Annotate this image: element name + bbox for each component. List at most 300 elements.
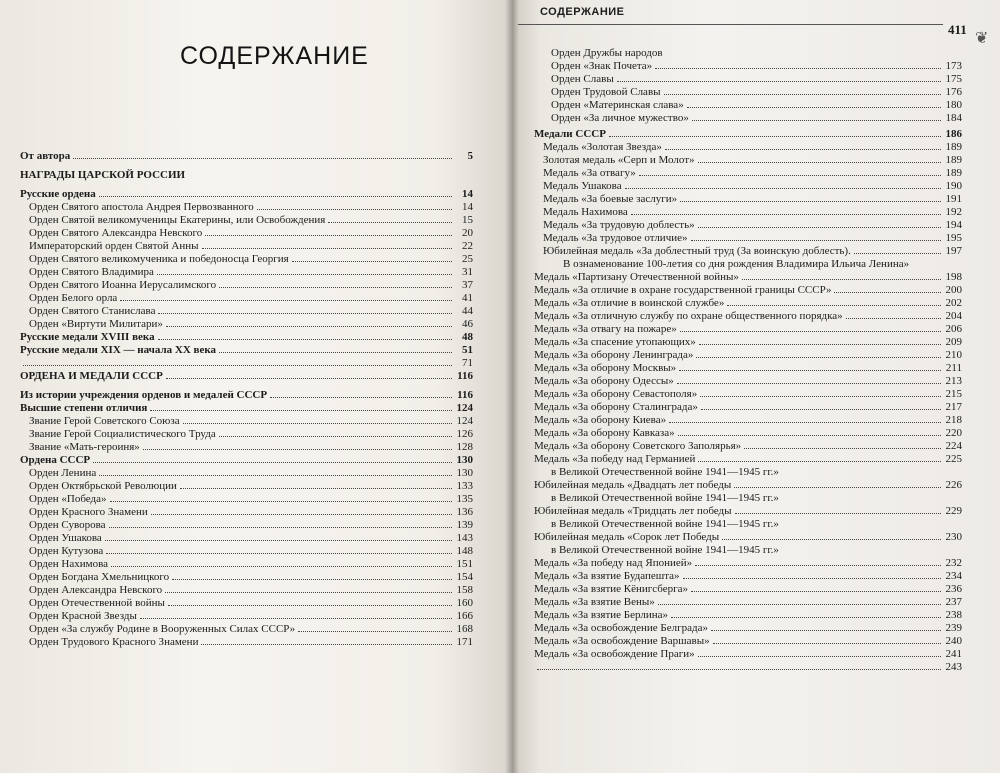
toc-entry [534,622,962,635]
dot-leader [834,292,941,293]
toc-entry [20,169,473,182]
toc-entry [20,402,473,415]
toc-entry-title: Орден Трудового Красного Знамени [29,636,199,648]
toc-page-number: 232 [945,557,962,569]
toc-entry [534,440,962,453]
toc-page-number: 171 [456,636,473,648]
toc-entry-title: Медаль «За оборону Советского Заполярья» [534,440,742,452]
toc-entry [20,571,473,584]
toc-page-number: 194 [945,219,962,231]
dot-leader [172,579,452,580]
dot-leader [669,422,941,423]
toc-entry-title: Медаль «За освобождение Белграда» [534,622,708,634]
dot-leader [292,261,452,262]
dot-leader [180,488,452,489]
dot-leader [73,158,452,159]
dot-leader [617,81,941,82]
toc-entry [20,214,473,227]
toc-entry [534,323,962,336]
toc-entry [20,610,473,623]
toc-entry [20,279,473,292]
toc-entry [534,557,962,570]
toc-entry-title: Орден Дружбы народов [551,47,663,59]
toc-page-number: 14 [462,188,473,200]
toc-page-number: 143 [456,532,473,544]
toc-page-number: 218 [945,414,962,426]
toc-entry-title: Орден Нахимова [29,558,109,570]
dot-leader [202,248,452,249]
toc-entry-title: В ознаменование 100-летия со дня рождения Владимира Ильича Ленина» [563,258,910,270]
toc-page-number: 136 [456,506,473,518]
toc-entry-title: Звание Герой Советского Союза [29,415,180,427]
toc-page-number: 173 [945,60,962,72]
toc-page-number: 31 [462,266,473,278]
toc-page-number: 25 [462,253,473,265]
toc-page-number: 234 [945,570,962,582]
toc-entry [534,99,962,112]
toc-entry-title: Медаль «За отличную службу по охране общественного порядка» [534,310,843,322]
toc-list-right [534,47,962,674]
toc-page-number: 133 [456,480,473,492]
toc-page-number: 15 [462,214,473,226]
dot-leader [700,396,941,397]
toc-page-number: 241 [945,648,962,660]
dot-leader [691,591,941,592]
header-rule [518,24,943,25]
toc-entry-title: Медаль «За трудовое отличие» [543,232,688,244]
toc-page-number: 44 [462,305,473,317]
toc-entry-title: Юбилейная медаль «Двадцать лет победы [534,479,732,491]
toc-page-number: 230 [945,531,962,543]
toc-page-number: 151 [456,558,473,570]
dot-leader [99,196,452,197]
toc-entry-title: Русские медали XVIII века [20,331,155,343]
toc-entry-title: Медаль «За оборону Одессы» [534,375,674,387]
toc-entry [20,454,473,467]
toc-entry [20,636,473,649]
toc-entry-title: Орден Кутузова [29,545,104,557]
dot-leader [298,631,452,632]
toc-entry [534,609,962,622]
dot-leader [151,514,452,515]
toc-entry-title: Медаль «За отвагу» [543,167,636,179]
toc-page-number: 184 [945,112,962,124]
toc-entry [20,201,473,214]
toc-list-left [20,150,473,649]
toc-page-number: 130 [456,467,473,479]
toc-entry-title: Медаль «За отличие в воинской службе» [534,297,725,309]
toc-entry-title: Орден «Победа» [29,493,107,505]
toc-entry [20,253,473,266]
toc-entry-title: Медаль «За оборону Севастополя» [534,388,698,400]
dot-leader [677,383,941,384]
dot-leader [680,331,941,332]
toc-page-number: 14 [462,201,473,213]
toc-page-number: 209 [945,336,962,348]
toc-entry-title: Медаль «Партизану Отечественной войны» [534,271,739,283]
toc-entry-title: Орден Суворова [29,519,106,531]
dot-leader [150,410,452,411]
dot-leader [854,253,941,254]
toc-entry [20,305,473,318]
toc-entry-title: Из истории учреждения орденов и медалей СССР [20,389,268,401]
book-gutter [505,0,519,773]
toc-entry [20,506,473,519]
toc-page-number: 41 [462,292,473,304]
toc-page-number: 154 [456,571,473,583]
toc-entry [20,292,473,305]
dot-leader [625,188,941,189]
toc-entry [534,661,962,674]
dot-leader [157,274,452,275]
dot-leader [678,435,941,436]
toc-entry [534,154,962,167]
toc-entry [20,441,473,454]
toc-page-number: 215 [945,388,962,400]
toc-entry-title: От автора [20,150,71,162]
dot-leader [143,449,452,450]
dot-leader [692,120,941,121]
toc-entry-title: Орден Красной Звезды [29,610,137,622]
toc-page-number: 198 [945,271,962,283]
toc-entry [20,519,473,532]
toc-page-number: 213 [945,375,962,387]
dot-leader [691,240,942,241]
toc-page-number: 130 [456,454,473,466]
dot-leader [722,539,941,540]
toc-entry [534,73,962,86]
toc-entry-title: Медаль «За отличие в охране государственной границы СССР» [534,284,832,296]
toc-entry-title: Медаль «За взятие Вены» [534,596,655,608]
toc-entry [20,266,473,279]
toc-entry-title: в Великой Отечественной войне 1941—1945 гг.» [551,466,779,478]
dot-leader [93,462,452,463]
toc-page-number: 168 [456,623,473,635]
toc-entry [534,258,962,271]
toc-entry-title: Высшие степени отличия [20,402,148,414]
dot-leader [655,68,941,69]
toc-page-number: 189 [945,167,962,179]
toc-entry-title: Орден «Материнская слава» [551,99,684,111]
dot-leader [609,136,941,137]
toc-page-number: 160 [456,597,473,609]
toc-entry-title: Орден Ушакова [29,532,102,544]
toc-entry [20,467,473,480]
toc-page-number: 116 [457,389,473,401]
toc-page-number: 128 [456,441,473,453]
toc-entry [20,558,473,571]
toc-entry-title: Орден Святого Александра Невского [29,227,203,239]
toc-entry-title: Орден Святого апостола Андрея Первозванного [29,201,254,213]
toc-entry [534,349,962,362]
dot-leader [110,501,452,502]
toc-page-number: 226 [945,479,962,491]
page-title: СОДЕРЖАНИЕ [180,42,369,70]
toc-page-number: 116 [457,370,473,382]
toc-page-number: 158 [456,584,473,596]
dot-leader [696,357,941,358]
toc-entry-title: Медаль «За оборону Кавказа» [534,427,675,439]
toc-entry-title: Медаль «За победу над Германией [534,453,696,465]
dot-leader [111,566,452,567]
toc-entry [534,583,962,596]
toc-entry-title: Орден «За личное мужество» [551,112,689,124]
dot-leader [166,378,452,379]
toc-entry-title: Орден Белого орла [29,292,118,304]
dot-leader [701,409,941,410]
toc-entry [20,370,473,383]
toc-entry-title: Ордена СССР [20,454,91,466]
toc-page-number: 192 [945,206,962,218]
toc-entry-title: в Великой Отечественной войне 1941—1945 гг.» [551,492,779,504]
toc-page-number: 237 [945,596,962,608]
toc-page-number: 240 [945,635,962,647]
toc-page-number: 166 [456,610,473,622]
toc-entry-title: Медаль «За взятие Берлина» [534,609,668,621]
toc-entry-title: Медаль «За оборону Киева» [534,414,667,426]
toc-entry-title: Орден «Знак Почета» [551,60,653,72]
toc-entry [534,401,962,414]
dot-leader [168,605,452,606]
ornament-icon: ❦ [975,30,989,47]
toc-page-number: 229 [945,505,962,517]
toc-entry [534,180,962,193]
toc-entry [534,518,962,531]
toc-page-number: 46 [462,318,473,330]
toc-entry-title: Медаль «За отвагу на пожаре» [534,323,677,335]
toc-entry-title: Орден Святого Станислава [29,305,156,317]
toc-entry [534,427,962,440]
dot-leader [742,279,941,280]
toc-entry [20,240,473,253]
toc-entry-title: Орден Святого Владимира [29,266,154,278]
toc-page-number: 189 [945,141,962,153]
toc-entry-title: Императорский орден Святой Анны [29,240,199,252]
dot-leader [183,423,452,424]
toc-entry [20,344,473,357]
toc-page-number: 124 [456,415,473,427]
toc-entry-title: Орден Отечественной войны [29,597,165,609]
toc-entry [20,150,473,163]
toc-entry-title: Медаль «Золотая Звезда» [543,141,662,153]
toc-entry [20,227,473,240]
toc-entry [534,453,962,466]
toc-page-number: 148 [456,545,473,557]
toc-entry-title: Орден «За службу Родине в Вооруженных Силах СССР» [29,623,296,635]
toc-entry-title: в Великой Отечественной войне 1941—1945 гг.» [551,518,779,530]
toc-entry [534,635,962,648]
dot-leader [158,339,452,340]
toc-entry [534,414,962,427]
toc-page-number: 186 [945,128,962,140]
toc-entry [534,167,962,180]
toc-entry-title: Юбилейная медаль «Сорок лет Победы [534,531,720,543]
toc-page-number: 200 [945,284,962,296]
toc-entry-title: в Великой Отечественной войне 1941—1945 гг.» [551,544,779,556]
toc-page-number: 51 [462,344,473,356]
toc-page-number: 217 [945,401,962,413]
toc-entry-title: Орден Трудовой Славы [551,86,661,98]
dot-leader [735,513,942,514]
toc-page-number: 126 [456,428,473,440]
dot-leader [665,149,941,150]
toc-page-number: 202 [945,297,962,309]
toc-entry [534,141,962,154]
dot-leader [698,461,941,462]
toc-page-number: 195 [945,232,962,244]
dot-leader [664,94,941,95]
running-head: СОДЕРЖАНИЕ [540,6,625,18]
toc-page-number: 20 [462,227,473,239]
toc-entry-title: Медаль «За оборону Ленинграда» [534,349,694,361]
toc-entry-title: Медаль «За спасение утопающих» [534,336,696,348]
toc-entry-title: Орден Октябрьской Революции [29,480,177,492]
toc-entry-title: Орден Александра Невского [29,584,163,596]
toc-entry-title: Звание «Мать-героиня» [29,441,140,453]
toc-page-number: 190 [945,180,962,192]
toc-entry [534,648,962,661]
toc-entry [534,193,962,206]
toc-entry [534,232,962,245]
toc-page-number: 238 [945,609,962,621]
toc-entry [534,492,962,505]
toc-entry-title: Золотая медаль «Серп и Молот» [543,154,695,166]
toc-entry [534,596,962,609]
toc-entry [20,188,473,201]
toc-entry [534,544,962,557]
toc-entry [534,336,962,349]
toc-entry [20,597,473,610]
toc-page-number: 189 [945,154,962,166]
dot-leader [201,644,452,645]
toc-page-number: 180 [945,99,962,111]
dot-leader [744,448,941,449]
toc-page-number: 22 [462,240,473,252]
toc-entry-title: Медаль «За освобождение Варшавы» [534,635,710,647]
toc-page-number: 191 [945,193,962,205]
dot-leader [698,162,941,163]
dot-leader [120,300,452,301]
toc-entry [534,128,962,141]
toc-entry [20,389,473,402]
toc-entry-title: Медаль «За взятие Будапешта» [534,570,680,582]
dot-leader [711,630,941,631]
dot-leader [219,352,452,353]
toc-entry-title: Русские ордена [20,188,96,200]
dot-leader [205,235,452,236]
toc-page-number: 239 [945,622,962,634]
toc-entry [534,47,962,60]
dot-leader [846,318,941,319]
toc-entry [534,531,962,544]
dot-leader [671,617,941,618]
toc-entry-title: Медаль «За взятие Кёнигсберга» [534,583,689,595]
toc-entry [20,331,473,344]
toc-entry-title: Орден Святого великомученика и победоносца Георгия [29,253,289,265]
dot-leader [270,397,452,398]
toc-entry-title: Медаль Ушакова [543,180,622,192]
toc-entry [534,505,962,518]
dot-leader [106,553,452,554]
toc-entry [534,310,962,323]
dot-leader [679,370,941,371]
toc-entry-title: Орден Святой великомученицы Екатерины, или Освобождения [29,214,326,226]
toc-page-number: 224 [945,440,962,452]
dot-leader [140,618,452,619]
toc-entry [534,466,962,479]
toc-entry [20,357,473,370]
toc-page-number: 236 [945,583,962,595]
toc-entry [534,375,962,388]
toc-entry-title: Медаль «За победу над Японией» [534,557,693,569]
toc-page-number: 37 [462,279,473,291]
dot-leader [257,209,452,210]
toc-entry-title: Юбилейная медаль «Тридцать лет победы [534,505,732,517]
toc-entry [20,493,473,506]
toc-entry-title: Медаль Нахимова [543,206,628,218]
dot-leader [537,669,941,670]
toc-page-number: 5 [467,150,473,162]
toc-page-number: 139 [456,519,473,531]
toc-entry [534,570,962,583]
toc-entry [20,545,473,558]
dot-leader [680,201,941,202]
toc-entry-title: Медали СССР [534,128,606,140]
toc-entry-title: Русские медали XIX — начала XX века [20,344,217,356]
toc-entry-title: Медаль «За оборону Сталинграда» [534,401,698,413]
dot-leader [219,436,452,437]
dot-leader [734,487,941,488]
toc-entry [20,415,473,428]
toc-page-number: 71 [462,357,473,369]
dot-leader [105,540,452,541]
toc-entry-title: Медаль «За трудовую доблесть» [543,219,695,231]
toc-entry [534,284,962,297]
dot-leader [165,592,452,593]
toc-page-number: 48 [462,331,473,343]
toc-page-number: 225 [945,453,962,465]
dot-leader [328,222,452,223]
dot-leader [99,475,452,476]
toc-entry-title: Орден Ленина [29,467,97,479]
toc-page-number: 220 [945,427,962,439]
dot-leader [695,565,941,566]
toc-entry [534,86,962,99]
toc-page-number: 135 [456,493,473,505]
dot-leader [727,305,941,306]
toc-entry [534,271,962,284]
toc-entry [534,219,962,232]
toc-entry-title: Орден Славы [551,73,614,85]
page-number: 411 [948,22,967,37]
toc-page-number: 175 [945,73,962,85]
toc-entry [534,112,962,125]
toc-page-number: 210 [945,349,962,361]
dot-leader [698,656,941,657]
toc-entry-title: Медаль «За оборону Москвы» [534,362,677,374]
toc-page-number: 176 [945,86,962,98]
dot-leader [639,175,941,176]
toc-page-number: 206 [945,323,962,335]
dot-leader [683,578,941,579]
toc-page-number: 124 [456,402,473,414]
toc-entry [534,60,962,73]
toc-page-number: 243 [945,661,962,673]
toc-entry [20,532,473,545]
dot-leader [23,365,452,366]
toc-page-number: 197 [945,245,962,257]
toc-entry-title: Юбилейная медаль «За доблестный труд (За воинскую доблесть). [543,245,851,257]
